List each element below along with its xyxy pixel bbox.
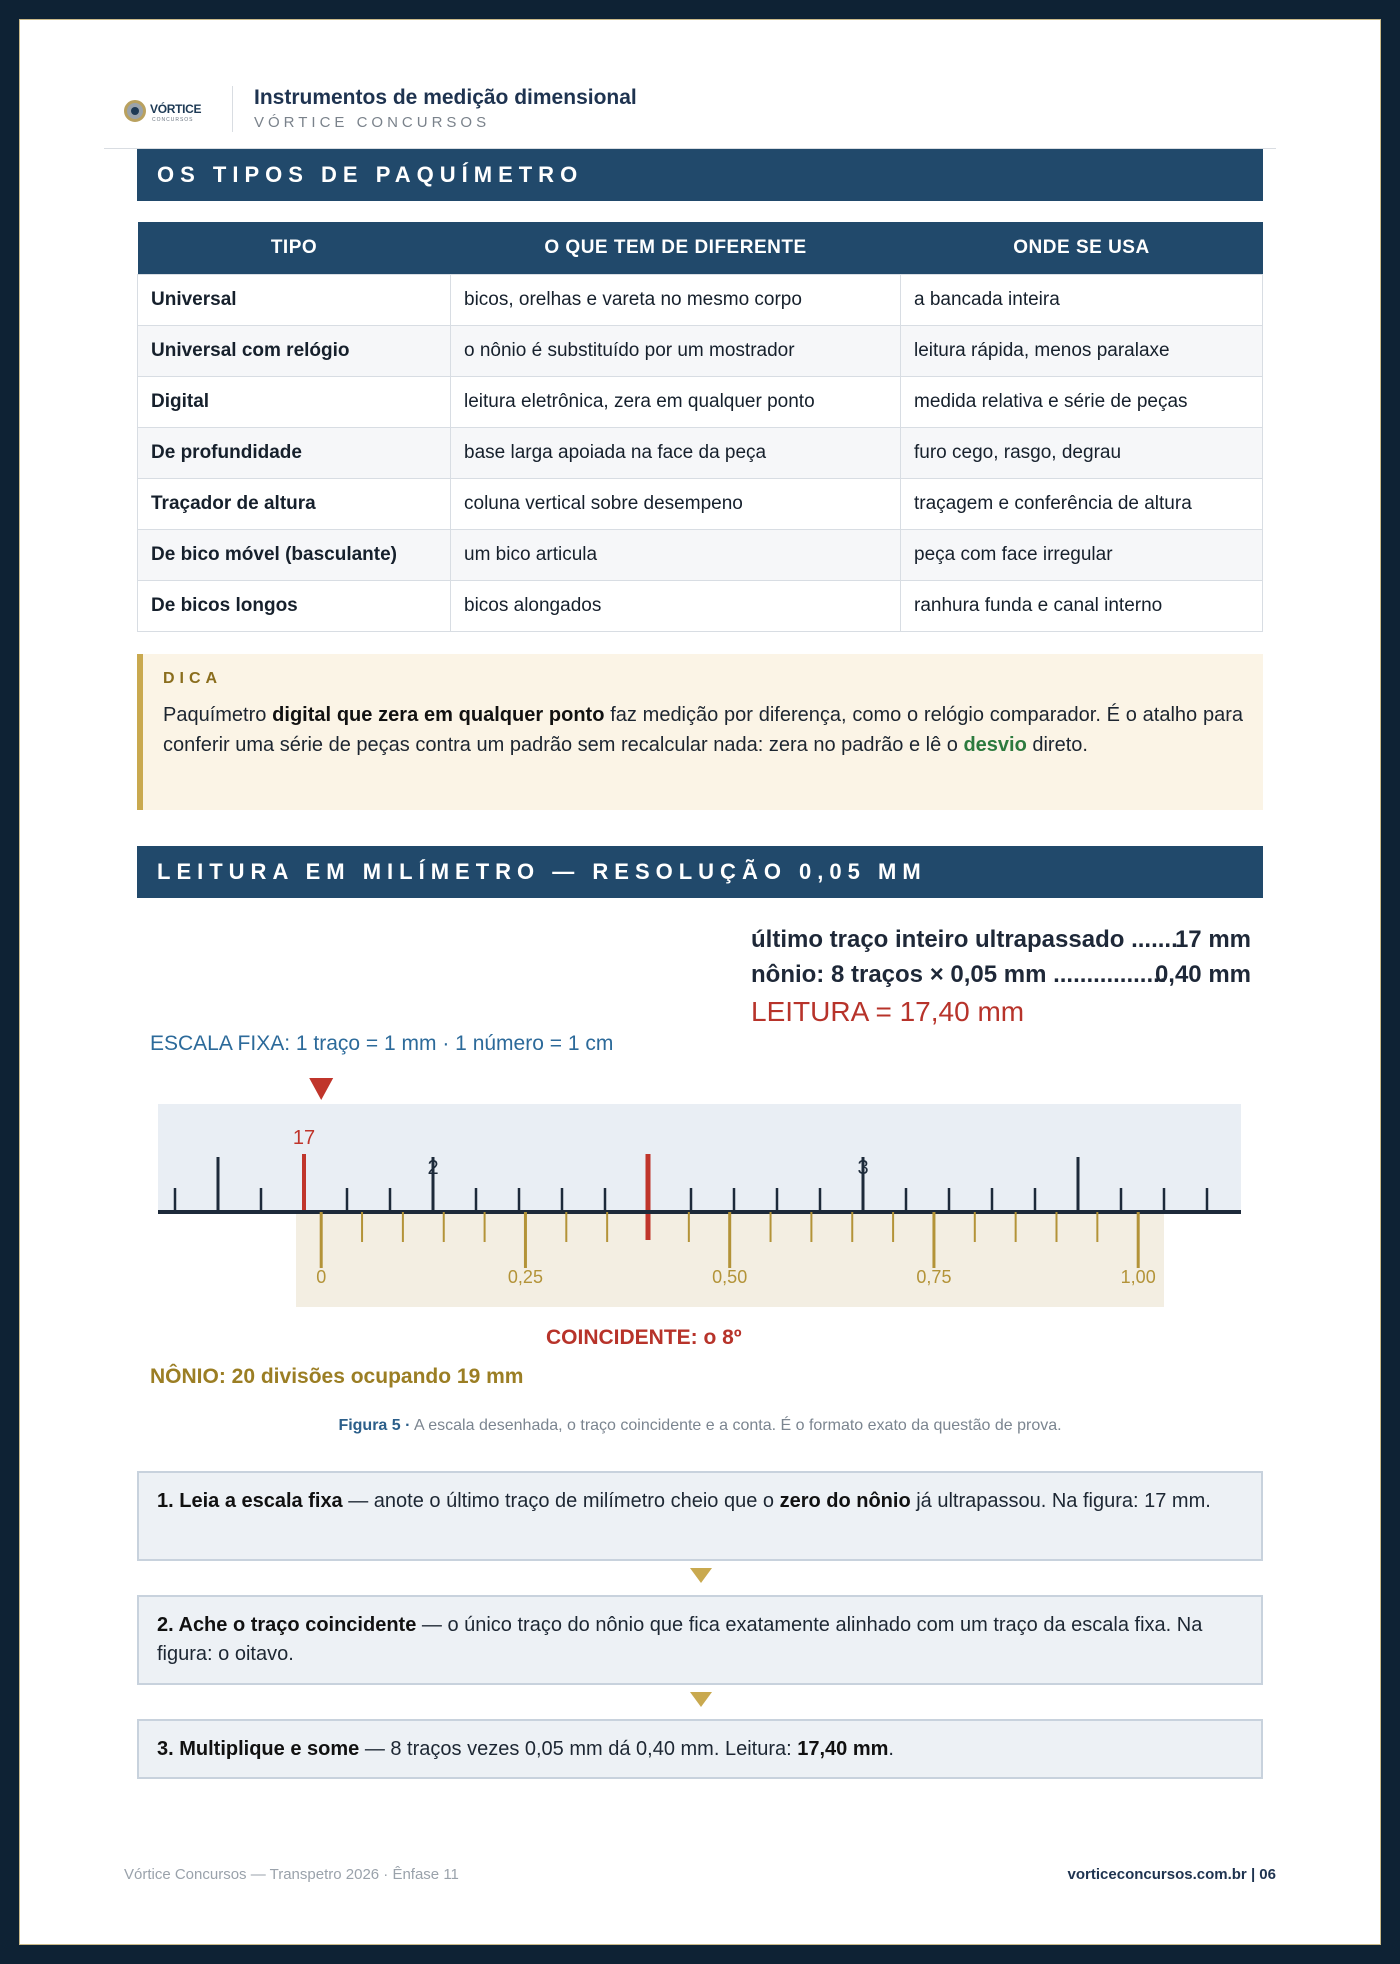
step-text: — o único traço do nônio que fica exatamente alinhado com um traço da escala fixa. Na figura: o oitavo. [157,1614,1203,1665]
step-text: . [888,1738,894,1760]
column-header: ONDE SE USA [901,222,1263,275]
step-text-bold: zero do nônio [779,1490,911,1512]
table-cell-tipo: De profundidade [138,428,451,479]
tip-box [137,654,1263,810]
vernier-label: 0,50 [712,1267,748,1287]
step-text: — anote o último traço de milímetro cheio que o [342,1490,780,1512]
step-text: já ultrapassou. Na figura: 17 mm. [910,1490,1211,1512]
table-cell-diferenca: coluna vertical sobre desempeno [451,479,901,530]
table-cell-diferenca: um bico articula [451,530,901,581]
zero-position-label: 17 [292,1127,316,1149]
table-row [138,581,1263,632]
tip-text-highlight: desvio [963,734,1027,756]
step-arrow-icon [690,1692,712,1707]
table-cell-uso: ranhura funda e canal interno [901,581,1263,632]
table-cell-diferenca: base larga apoiada na face da peça [451,428,901,479]
coincident-label: COINCIDENTE: o 8º [546,1326,742,1349]
header-subtitle: VÓRTICE CONCURSOS [254,114,491,131]
step-title: 1. Leia a escala fixa [157,1490,343,1512]
tip-text-part: direto. [1026,734,1088,756]
section-title-leitura: LEITURA EM MILÍMETRO — RESOLUÇÃO 0,05 MM [137,846,1263,898]
column-header: O QUE TEM DE DIFERENTE [451,222,901,275]
reading-line-main [751,926,1251,961]
table-cell-diferenca: bicos alongados [451,581,901,632]
table-cell-tipo: De bicos longos [138,581,451,632]
table-row [138,275,1263,326]
table-cell-diferenca: leitura eletrônica, zera em qualquer ponto [451,377,901,428]
vernier-label: 0,25 [507,1267,543,1287]
nonio-label: NÔNIO: 20 divisões ocupando 19 mm [150,1365,524,1388]
table-header-row [138,222,1263,275]
footer-left: Vórtice Concursos — Transpetro 2026 · Ênfase 11 [124,1866,459,1883]
table-cell-uso: furo cego, rasgo, degrau [901,428,1263,479]
reading-result: LEITURA = 17,40 mm [751,996,1025,1027]
table-cell-tipo: Traçador de altura [138,479,451,530]
step-title: 3. Multiplique e some [157,1738,360,1760]
nonio-zero-pointer-icon [309,1078,333,1100]
table-cell-uso: leitura rápida, menos paralaxe [901,326,1263,377]
table-cell-uso: medida relativa e série de peças [901,377,1263,428]
header-title: Instrumentos de medição dimensional [254,86,637,109]
reading-line-value: 0,40 mm [1154,961,1251,988]
logo-icon [124,100,146,122]
reading-line-label: último traço inteiro ultrapassado ....... [751,926,1178,953]
step-card-2 [137,1595,1263,1685]
step-title: 2. Ache o traço coincidente [157,1614,417,1636]
tip-text [163,700,1243,760]
table-cell-tipo: Universal [138,275,451,326]
step-card-1 [137,1471,1263,1561]
main-scale-number: 3 [857,1157,869,1179]
caliper-scale-figure [0,1070,1400,1320]
logo-text: VÓRTICE [150,102,202,116]
step-text: — 8 traços vezes 0,05 mm dá 0,40 mm. Leitura: [359,1738,798,1760]
table-row [138,479,1263,530]
reading-line-value: 17 mm [1174,926,1251,953]
header-divider [232,86,233,132]
reading-calculation [751,926,1251,1028]
table-cell-tipo: Universal com relógio [138,326,451,377]
vernier-label: 0,75 [916,1267,952,1287]
tip-text-bold: digital que zera em qualquer ponto [272,704,605,726]
table-cell-uso: a bancada inteira [901,275,1263,326]
reading-line-nonio [751,961,1251,996]
step-text-bold: 17,40 mm [797,1738,889,1760]
brand-logo [124,98,210,128]
tip-text-part: faz medição por diferença, como o relógio comparador. É o atalho para conferir uma série de peças contra um padrão sem recalcular nada: zera no padrão e lê o [163,704,1243,756]
tip-text-part: Paquímetro [163,704,273,726]
types-table [137,222,1263,632]
logo-subtext: CONCURSOS [152,117,194,123]
column-header: TIPO [138,222,451,275]
section-title-tipos: OS TIPOS DE PAQUÍMETRO [137,149,1263,201]
table-cell-diferenca: bicos, orelhas e vareta no mesmo corpo [451,275,901,326]
caption-number: Figura 5 · [338,1417,411,1434]
reading-line-label: nônio: 8 traços × 0,05 mm ................. [751,961,1167,988]
page-header [104,86,1276,149]
tip-label: DICA [163,670,223,687]
vernier-label: 1,00 [1120,1267,1156,1287]
caption-text: A escala desenhada, o traço coincidente e a conta. É o formato exato da questão de prova. [410,1417,1062,1434]
table-row [138,326,1263,377]
footer-right: vorticeconcursos.com.br | 06 [1067,1866,1276,1883]
figure-caption [0,1417,1400,1435]
table-cell-uso: peça com face irregular [901,530,1263,581]
table-cell-diferenca: o nônio é substituído por um mostrador [451,326,901,377]
escala-fixa-label: ESCALA FIXA: 1 traço = 1 mm · 1 número = 1 cm [150,1032,614,1055]
table-row [138,428,1263,479]
vernier-label: 0 [316,1267,327,1287]
table-row [138,377,1263,428]
table-cell-tipo: De bico móvel (basculante) [138,530,451,581]
step-card-3 [137,1719,1263,1779]
table-cell-uso: traçagem e conferência de altura [901,479,1263,530]
main-scale-number: 2 [427,1157,439,1179]
step-arrow-icon [690,1568,712,1583]
table-cell-tipo: Digital [138,377,451,428]
table-row [138,530,1263,581]
